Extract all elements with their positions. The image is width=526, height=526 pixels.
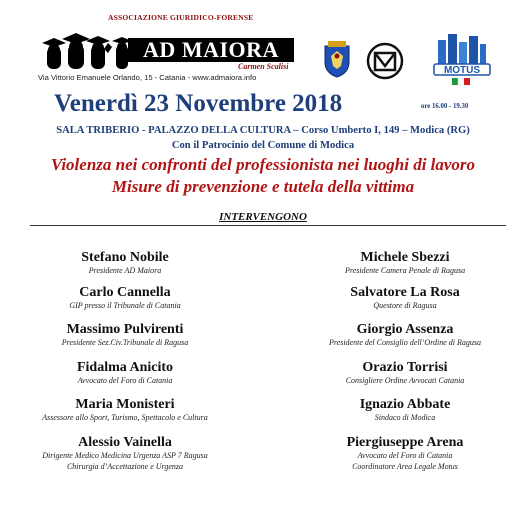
motus-logo-text: MOTUS: [443, 65, 481, 76]
speaker-left-4: [0, 360, 250, 387]
speaker-left-6: [0, 435, 250, 472]
speaker-left-3: [0, 322, 250, 349]
speaker-right-4: [280, 360, 526, 387]
association-address: Via Vittorio Emanuele Orlando, 15 - Catania - www.admaiora.info: [38, 73, 257, 82]
speaker-role: Coordinatore Area Legale Motus: [352, 461, 458, 471]
speaker-role: GIP presso il Tribunale di Catania: [69, 301, 181, 310]
speaker-role: Assessore allo Sport, Turismo, Spettacolo e Cultura: [42, 413, 208, 422]
event-patronage: Con il Patrocinio del Comune di Modica: [171, 140, 355, 151]
event-date: Venerdì 23 Novembre 2018: [54, 90, 343, 117]
unesco-heritage-icon: [366, 42, 404, 80]
speaker-right-6: [280, 435, 526, 472]
speaker-role: Presidente Camera Penale di Ragusa: [344, 266, 466, 275]
ad-maiora-logo: AD MAIORA: [128, 38, 294, 62]
speakers-heading: INTERVENGONO: [219, 211, 307, 223]
speaker-left-1: [0, 250, 250, 277]
speaker-role: Presidente del Consiglio dell’Ordine di Ragusa: [328, 338, 482, 347]
speaker-role: Consigliere Ordine Avvocati Catania: [345, 376, 465, 385]
modica-crest-icon: [322, 40, 352, 78]
event-venue: SALA TRIBERIO - PALAZZO DELLA CULTURA – Corso Umberto I, 149 – Modica (RG): [56, 125, 470, 136]
motus-logo: [428, 30, 494, 86]
event-title-line-2: Misure di prevenzione e tutela della vittima: [111, 177, 415, 196]
speaker-right-3: [280, 322, 526, 349]
speaker-right-2: [280, 285, 526, 312]
speaker-role: Avvocato del Foro di Catania: [357, 451, 453, 460]
speaker-right-1: [280, 250, 526, 277]
speaker-role: Presidente Sez.Civ.Tribunale di Ragusa: [61, 338, 189, 347]
speaker-left-2: [0, 285, 250, 312]
speaker-name: Ignazio Abbate: [359, 397, 451, 412]
speaker-role: Chirurgia d’Accettazione e Urgenza: [66, 461, 184, 471]
speaker-name: Piergiuseppe Arena: [346, 435, 464, 450]
motus-skyline-icon: [428, 30, 494, 86]
speaker-name: Giorgio Assenza: [356, 322, 454, 337]
graduates-silhouette-icon: [38, 29, 134, 69]
speaker-role: Presidente AD Maiora: [88, 266, 162, 275]
speaker-role: Dirigente Medico Medicina Urgenza ASP 7 Ragusa: [42, 451, 208, 460]
speaker-role: Sindaco di Modica: [374, 413, 436, 422]
event-title-line-1: Violenza nei confronti del professionista nei luoghi di lavoro: [50, 155, 476, 174]
speaker-role: Avvocato del Foro di Catania: [77, 376, 173, 385]
event-time: ore 16.00 - 19.30: [421, 103, 469, 110]
speaker-name: Carlo Cannella: [79, 285, 171, 300]
heading-divider: [30, 225, 506, 226]
speaker-name: Alessio Vainella: [78, 435, 172, 450]
speaker-name: Michele Sbezzi: [360, 250, 450, 265]
founder-name: Carmen Scalisi: [238, 62, 289, 71]
speaker-name: Salvatore La Rosa: [350, 285, 460, 300]
association-line: ASSOCIAZIONE GIURIDICO-FORENSE: [108, 13, 254, 22]
speaker-role: Questore di Ragusa: [373, 301, 437, 310]
speaker-name: Massimo Pulvirenti: [66, 322, 184, 337]
speaker-name: Maria Monisteri: [75, 397, 175, 412]
speaker-name: Fidalma Anicito: [76, 360, 174, 375]
speaker-name: Orazio Torrisi: [362, 360, 448, 375]
speaker-name: Stefano Nobile: [81, 250, 169, 265]
speaker-right-5: [280, 397, 526, 424]
speaker-left-5: [0, 397, 250, 424]
